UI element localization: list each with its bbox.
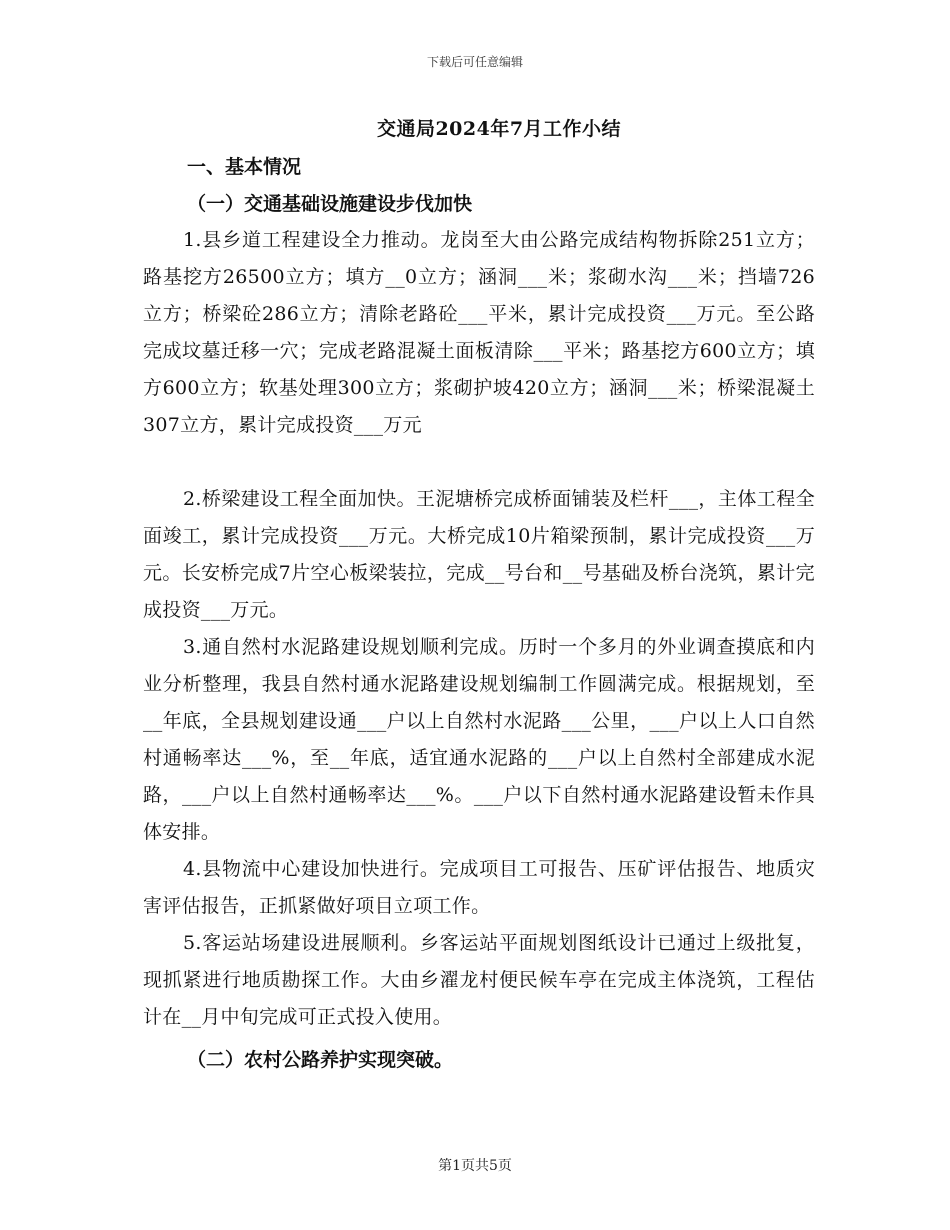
paragraph: 5.客运站场建设进展顺利。乡客运站平面规划图纸设计已通过上级批复，现抓紧进行地质勘探工作。大由乡濯龙村便民候车亭在完成主体浇筑，工程估计在__月中旬完成可正式投入使用。 — [143, 932, 815, 1028]
subsection-heading: （二）农村公路养护实现突破。 — [187, 1049, 454, 1071]
section-heading: 一、基本情况 — [187, 156, 302, 178]
document-title: 交通局2024年7月工作小结 — [376, 118, 622, 140]
paragraph: 3.通自然村水泥路建设规划顺利完成。历时一个多月的外业调查摸底和内业分析整理，我县自然村通水泥路建设规划编制工作圆满完成。根据规划，至__年底，全县规划建设通___户以上自然村水泥路___公里，___户以上人口自然村通畅率达___%，至__年底，适宜通水泥路的___户以上自然村全部建成水泥路，___户以上自然村通畅率达___%。___户以下自然村通水泥路建设暂未作具体安排。 — [143, 636, 815, 843]
page-header: 下载后可任意编辑 — [426, 55, 523, 69]
paragraph: 4.县物流中心建设加快进行。完成项目工可报告、压矿评估报告、地质灾害评估报告，正抓紧做好项目立项工作。 — [143, 858, 815, 917]
paragraph: 1.县乡道工程建设全力推动。龙岗至大由公路完成结构物拆除251立方；路基挖方26500立方；填方__0立方；涵洞___米；浆砌水沟___米；挡墙726立方；桥梁砼286立方；清除老路砼___平米，累计完成投资___万元。至公路完成坟墓迁移一穴；完成老路混凝土面板清除___平米；路基挖方600立方；填方600立方；软基处理300立方；浆砌护坡420立方；涵洞___米；桥梁混凝土307立方，累计完成投资___万元 — [143, 229, 815, 436]
page-number: 第1页共5页 — [438, 1158, 512, 1174]
paragraph: 2.桥梁建设工程全面加快。王泥塘桥完成桥面铺装及栏杆___，主体工程全面竣工，累计完成投资___万元。大桥完成10片箱梁预制，累计完成投资___万元。长安桥完成7片空心板梁装拉，完成__号台和__号基础及桥台浇筑，累计完成投资___万元。 — [143, 488, 815, 621]
subsection-heading: （一）交通基础设施建设步伐加快 — [187, 193, 473, 215]
